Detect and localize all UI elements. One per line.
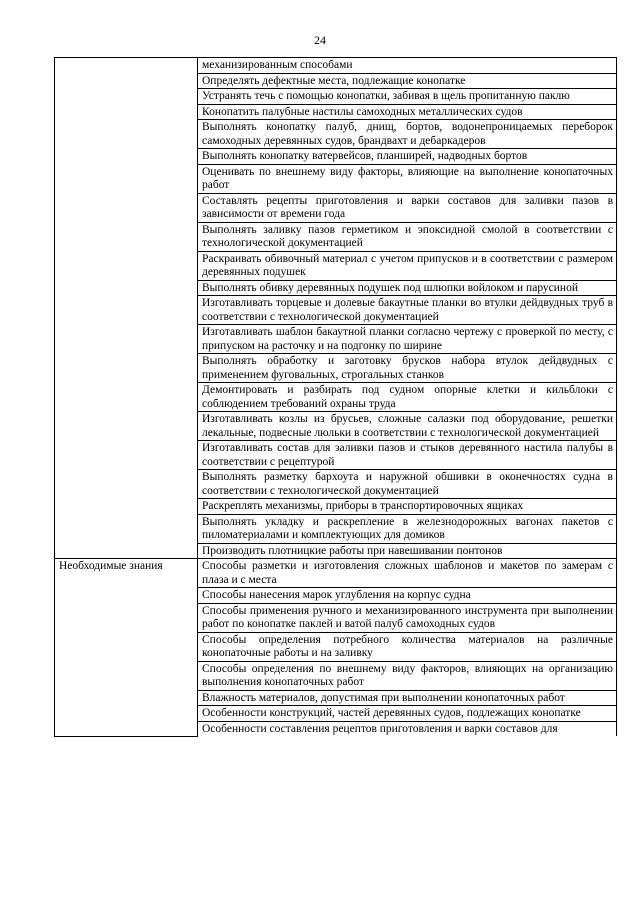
list-item: Демонтировать и разбирать под судном опорные клетки и кильблоки с соблюдением требований охраны труда	[198, 383, 617, 412]
list-item: Устранять течь с помощью конопатки, забивая в щель пропитанную паклю	[198, 89, 617, 105]
page-number: 24	[314, 33, 326, 47]
section-heading-skills	[55, 58, 198, 559]
list-item: Выполнять обработку и заготовку брусков набора втулок дейдвудных с применением фуговальных, строгальных станков	[198, 354, 617, 383]
list-item: Конопатить палубные настилы самоходных металлических судов	[198, 104, 617, 120]
list-item: Определять дефектные места, подлежащие конопатке	[198, 73, 617, 89]
list-item: Изготавливать состав для заливки пазов и стыков деревянного настила палубы в соответствии с рецептурой	[198, 441, 617, 470]
list-item: Раскреплять механизмы, приборы в транспортировочных ящиках	[198, 499, 617, 515]
list-item: Изготавливать шаблон бакаутной планки согласно чертежу с проверкой по месту, с припуском на расточку и на подгонку по ширине	[198, 325, 617, 354]
list-item: Производить плотницкие работы при навешивании понтонов	[198, 543, 617, 559]
list-item: Особенности составления рецептов приготовления и варки составов для	[198, 721, 617, 736]
list-item: механизированным способами	[198, 58, 617, 74]
list-item: Выполнять обивку деревянных подушек под шлюпки войлоком и парусиной	[198, 280, 617, 296]
list-item: Способы применения ручного и механизированного инструмента при выполнении работ по конопатке паклей и ватой палуб самоходных судов	[198, 603, 617, 632]
list-item: Выполнять разметку бархоута и наружной обшивки в оконечностях судна в соответствии с технологической документацией	[198, 470, 617, 499]
list-item: Способы определения потребного количества материалов на различные конопаточные работы и на заливку	[198, 632, 617, 661]
list-item: Оценивать по внешнему виду факторы, влияющие на выполнение конопаточных работ	[198, 164, 617, 193]
list-item: Влажность материалов, допустимая при выполнении конопаточных работ	[198, 690, 617, 706]
competency-table-body	[55, 58, 617, 737]
list-item: Выполнять конопатку палуб, днищ, бортов, водонепроницаемых переборок самоходных деревянных судов, брандвахт и дебаркадеров	[198, 120, 617, 149]
list-item: Составлять рецепты приготовления и варки составов для заливки пазов в зависимости от времени года	[198, 193, 617, 222]
list-item: Выполнять конопатку ватервейсов, планширей, надводных бортов	[198, 149, 617, 165]
list-item: Изготавливать торцевые и долевые бакаутные планки во втулки дейдвудных труб в соответствии с технологической документацией	[198, 296, 617, 325]
table-row	[55, 58, 617, 74]
list-item: Способы разметки и изготовления сложных шаблонов и макетов по замерам с плаза и с места	[198, 559, 617, 588]
section-heading-knowledge: Необходимые знания	[55, 559, 198, 737]
table-row	[55, 559, 617, 588]
list-item: Выполнять укладку и раскрепление в железнодорожных вагонах пакетов с пиломатериалами и комплектующих для домиков	[198, 514, 617, 543]
competency-table	[54, 57, 617, 737]
list-item: Особенности конструкций, частей деревянных судов, подлежащих конопатке	[198, 706, 617, 722]
list-item: Способы определения по внешнему виду факторов, влияющих на организацию выполнения конопаточных работ	[198, 661, 617, 690]
list-item: Способы нанесения марок углубления на корпус судна	[198, 588, 617, 604]
list-item: Выполнять заливку пазов герметиком и эпоксидной смолой в соответствии с технологической документацией	[198, 222, 617, 251]
list-item: Раскраивать обивочный материал с учетом припусков и в соответствии с размером деревянных подушек	[198, 251, 617, 280]
list-item: Изготавливать козлы из брусьев, сложные салазки под оборудование, решетки лекальные, подвесные люльки в соответствии с технологической документацией	[198, 412, 617, 441]
